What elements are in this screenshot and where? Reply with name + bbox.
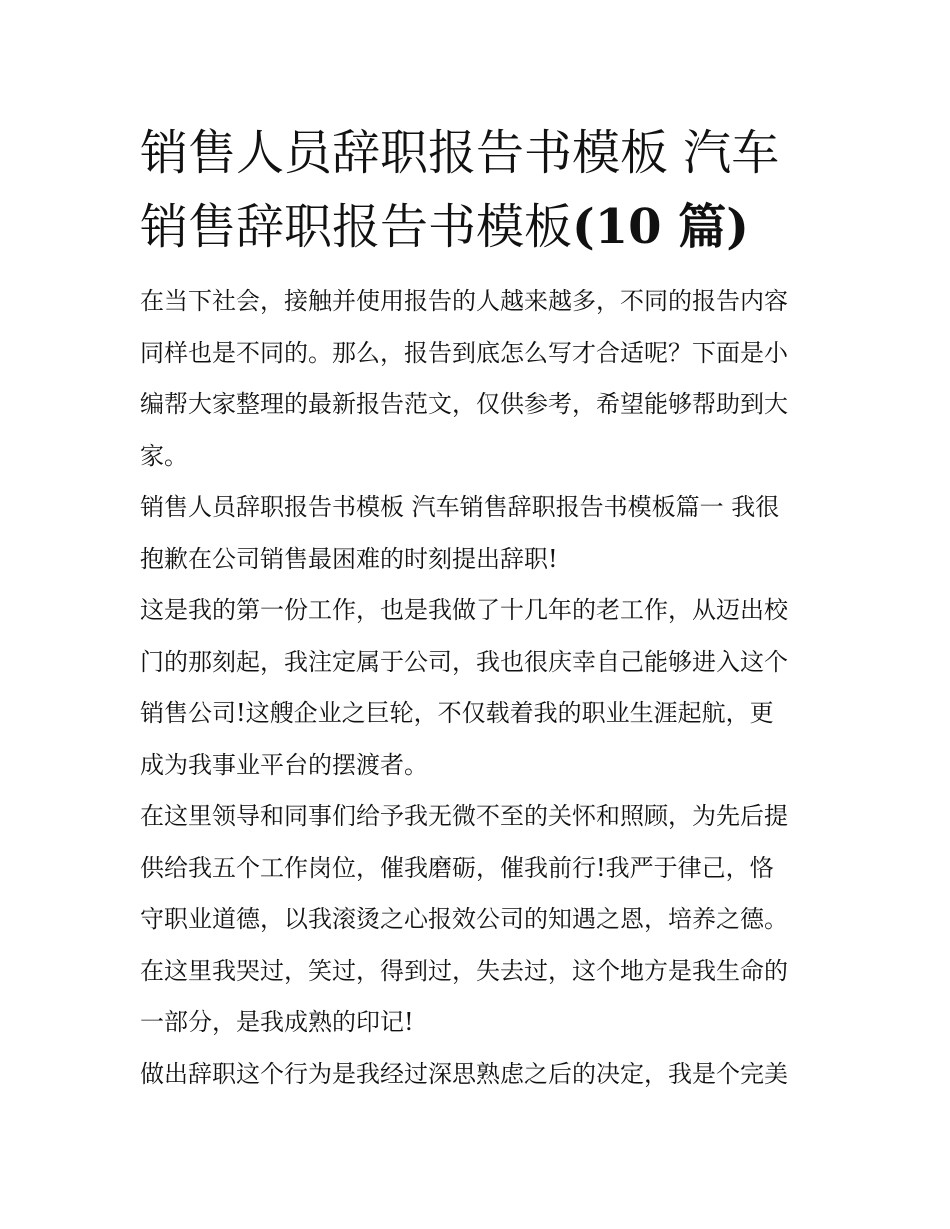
title-count: (10 篇)	[572, 199, 749, 255]
paragraph-line: 成为我事业平台的摆渡者。	[140, 750, 428, 779]
paragraph-line: 供给我五个工作岗位，催我磨砺，催我前行!我严于律己，恪	[140, 853, 774, 882]
paragraph-line: 守职业道德，以我滚烫之心报效公司的知遇之恩，培养之德。	[140, 905, 788, 933]
paragraph-line: 同样也是不同的。那么，报告到底怎么写才合适呢？下面是小	[140, 338, 788, 367]
paragraph-line: 在这里我哭过，笑过，得到过，失去过，这个地方是我生命的	[140, 956, 788, 985]
paragraph	[140, 946, 820, 1049]
paragraph-line: 在当下社会，接触并使用报告的人越来越多，不同的报告内容	[140, 287, 788, 315]
title-line-1: 销售人员辞职报告书模板 汽车	[140, 125, 780, 181]
paragraph	[140, 1049, 820, 1101]
paragraph	[140, 482, 820, 585]
paragraph-line: 这是我的第一份工作，也是我做了十几年的老工作，从迈出校	[140, 596, 788, 624]
paragraph	[140, 791, 820, 946]
document-body	[140, 276, 820, 1100]
paragraph-line: 销售人员辞职报告书模板 汽车销售辞职报告书模板篇一 我很	[140, 493, 780, 521]
paragraph-line: 抱歉在公司销售最困难的时刻提出辞职!	[140, 544, 558, 573]
title-line-2	[140, 190, 820, 264]
paragraph-line: 在这里领导和同事们给予我无微不至的关怀和照顾，为先后提	[140, 802, 788, 830]
paragraph-line: 编帮大家整理的最新报告范文，仅供参考，希望能够帮助到大	[140, 390, 788, 418]
paragraph-line: 家。	[140, 441, 188, 470]
paragraph	[140, 585, 820, 791]
paragraph	[140, 276, 820, 482]
paragraph-line: 一部分，是我成熟的印记!	[140, 1008, 414, 1036]
paragraph-line: 做出辞职这个行为是我经过深思熟虑之后的决定，我是个完美	[140, 1059, 788, 1088]
title-line-2-text: 销售辞职报告书模板	[140, 199, 573, 255]
paragraph-line: 销售公司!这艘企业之巨轮，不仅载着我的职业生涯起航，更	[140, 699, 774, 727]
document-title	[140, 116, 820, 264]
paragraph-line: 门的那刻起，我注定属于公司，我也很庆幸自己能够进入这个	[140, 647, 788, 676]
